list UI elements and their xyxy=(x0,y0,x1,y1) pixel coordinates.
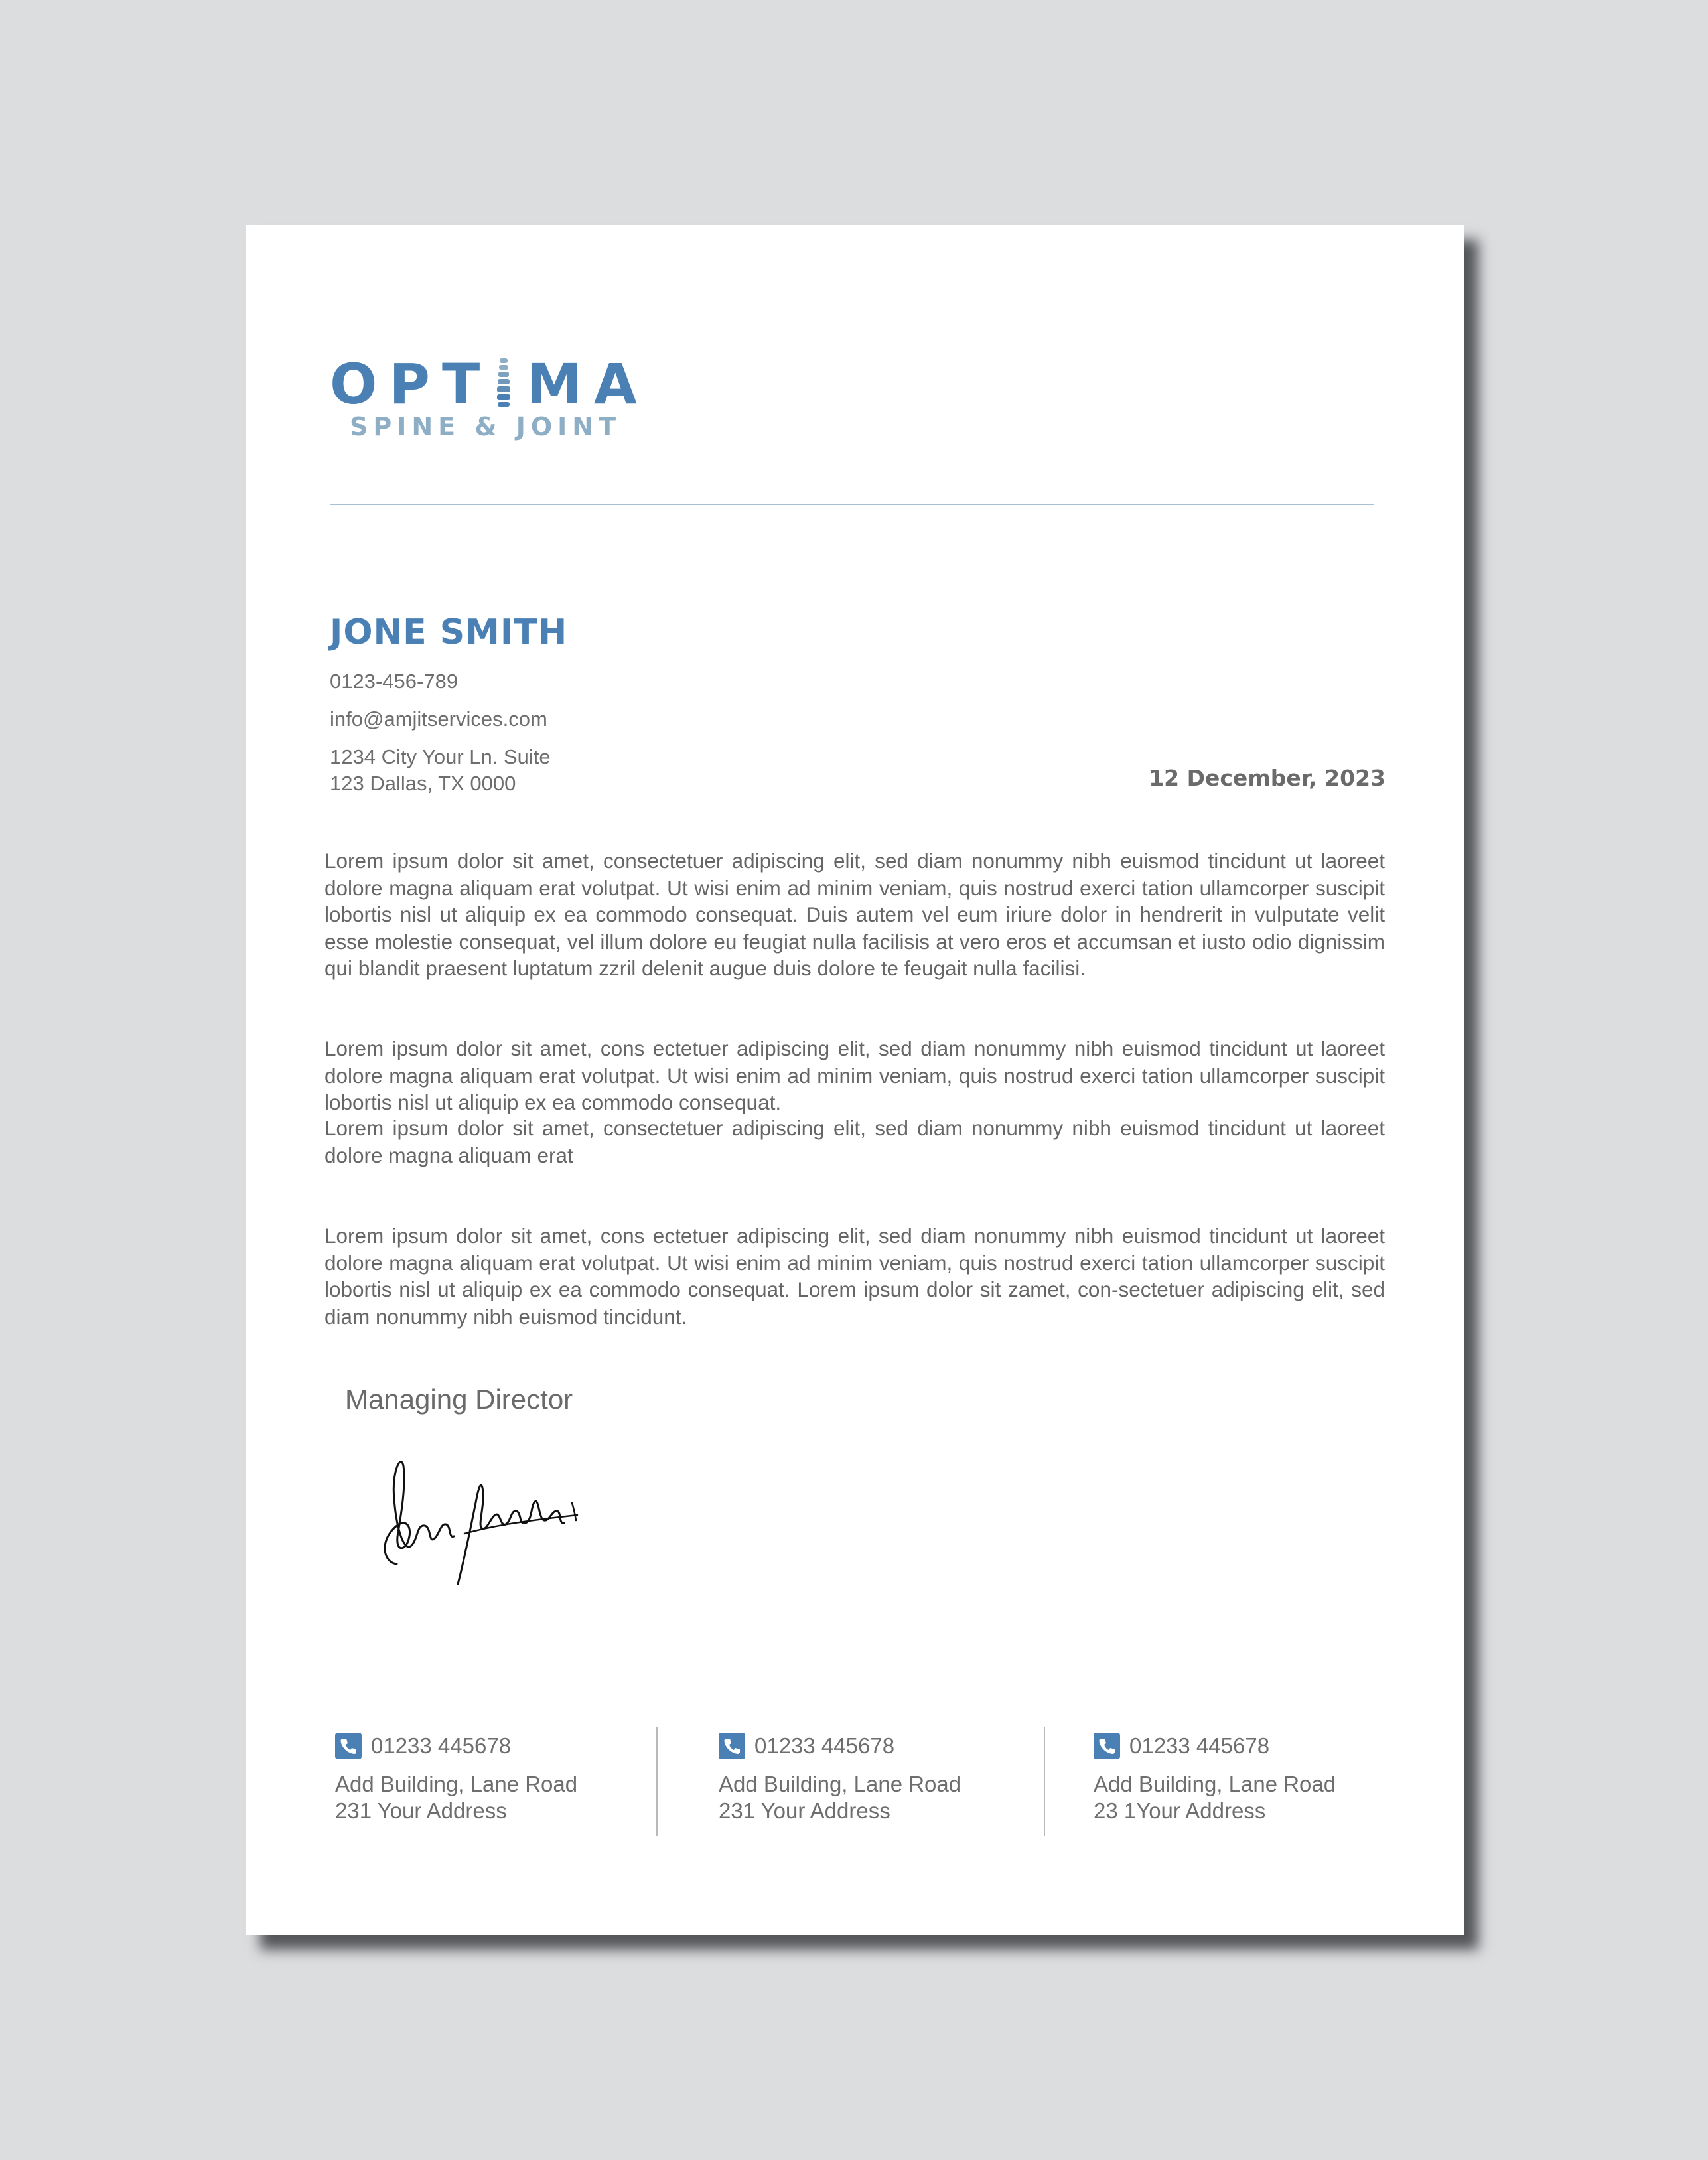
body-paragraph-3: Lorem ipsum dolor sit amet, consectetuer adipiscing elit, sed diam nonummy nibh euismod tincidunt ut laoreet dolore magna aliquam erat xyxy=(324,1116,1385,1167)
sender-phone: 0123-456-789 xyxy=(330,670,459,693)
body-paragraph-2: Lorem ipsum dolor sit amet, cons ectetuer adipiscing elit, sed diam nonummy nibh euismod tincidunt ut laoreet dolore magna aliquam erat volutpat. Ut wisi enim ad minim veniam, quis nostrud exerci tation ullamcorper suscipit lobortis nisl ut aliquip ex ea commodo consequat. xyxy=(324,1037,1385,1114)
footer-phone-2: 01233 445678 xyxy=(754,1733,895,1758)
letterhead-page xyxy=(246,225,1464,1935)
footer-phone-1: 01233 445678 xyxy=(371,1733,512,1758)
footer-divider-2 xyxy=(1044,1727,1045,1836)
body-paragraph-4: Lorem ipsum dolor sit amet, cons ectetuer adipiscing elit, sed diam nonummy nibh euismod tincidunt ut laoreet dolore magna aliquam erat volutpat. Ut wisi enim ad minim veniam, quis nostrud exerci tation ullamcorper suscipit lobortis nisl ut aliquip ex ea commodo consequat. Lorem ipsum dolor sit zamet, con-sectetuer adipiscing elit, sed diam nonummy nibh euismod tincidunt. xyxy=(324,1224,1385,1329)
footer-address-3-line1: Add Building, Lane Road xyxy=(1094,1772,1336,1796)
sender-address-line2: 123 Dallas, TX 0000 xyxy=(330,772,516,795)
sender-address xyxy=(330,744,551,797)
footer-address-1-line2: 231 Your Address xyxy=(335,1798,507,1823)
logo-subtitle: SPINE & JOINT xyxy=(350,412,622,441)
signatory-title: Managing Director xyxy=(345,1384,573,1415)
sender-name: JONE SMITH xyxy=(330,612,568,652)
spine-icon xyxy=(492,357,516,407)
phone-icon xyxy=(335,1733,362,1759)
company-logo xyxy=(330,351,649,441)
handwritten-signature xyxy=(365,1446,591,1592)
footer-address-1-line1: Add Building, Lane Road xyxy=(335,1772,578,1796)
logo-word-left: OPT xyxy=(330,352,492,417)
footer-divider-1 xyxy=(656,1727,658,1836)
sender-address-line1: 1234 City Your Ln. Suite xyxy=(330,745,551,768)
footer-address-3-line2: 23 1Your Address xyxy=(1094,1798,1266,1823)
footer-phone-3: 01233 445678 xyxy=(1129,1733,1270,1758)
logo-wordmark xyxy=(330,351,649,417)
body-paragraph-1: Lorem ipsum dolor sit amet, consectetuer adipiscing elit, sed diam nonummy nibh euismod tincidunt ut laoreet dolore magna aliquam erat volutpat. Ut wisi enim ad minim veniam, quis nostrud exerci tation ullamcorper suscipit lobortis nisl ut aliquip ex ea commodo consequat. Duis autem vel eum iriure dolor in hendrerit in vulputate velit esse molestie consequat, vel illum dolore eu feugiat nulla facilisis at vero eros et accumsan et iusto odio dignissim qui blandit praesent luptatum zzril delenit augue duis dolore te feugait nulla facilisi. xyxy=(324,849,1385,980)
footer-contact-1 xyxy=(335,1731,647,1824)
footer-contact-2 xyxy=(719,1731,1031,1824)
logo-word-right: MA xyxy=(526,352,649,417)
phone-icon xyxy=(719,1733,745,1759)
letter-date: 12 December, 2023 xyxy=(1149,765,1386,791)
sender-email: info@amjitservices.com xyxy=(330,707,547,731)
footer-address-2-line2: 231 Your Address xyxy=(719,1798,890,1823)
footer-address-2-line1: Add Building, Lane Road xyxy=(719,1772,961,1796)
header-divider xyxy=(330,504,1374,505)
phone-icon xyxy=(1094,1733,1120,1759)
footer-contact-3 xyxy=(1094,1731,1405,1824)
